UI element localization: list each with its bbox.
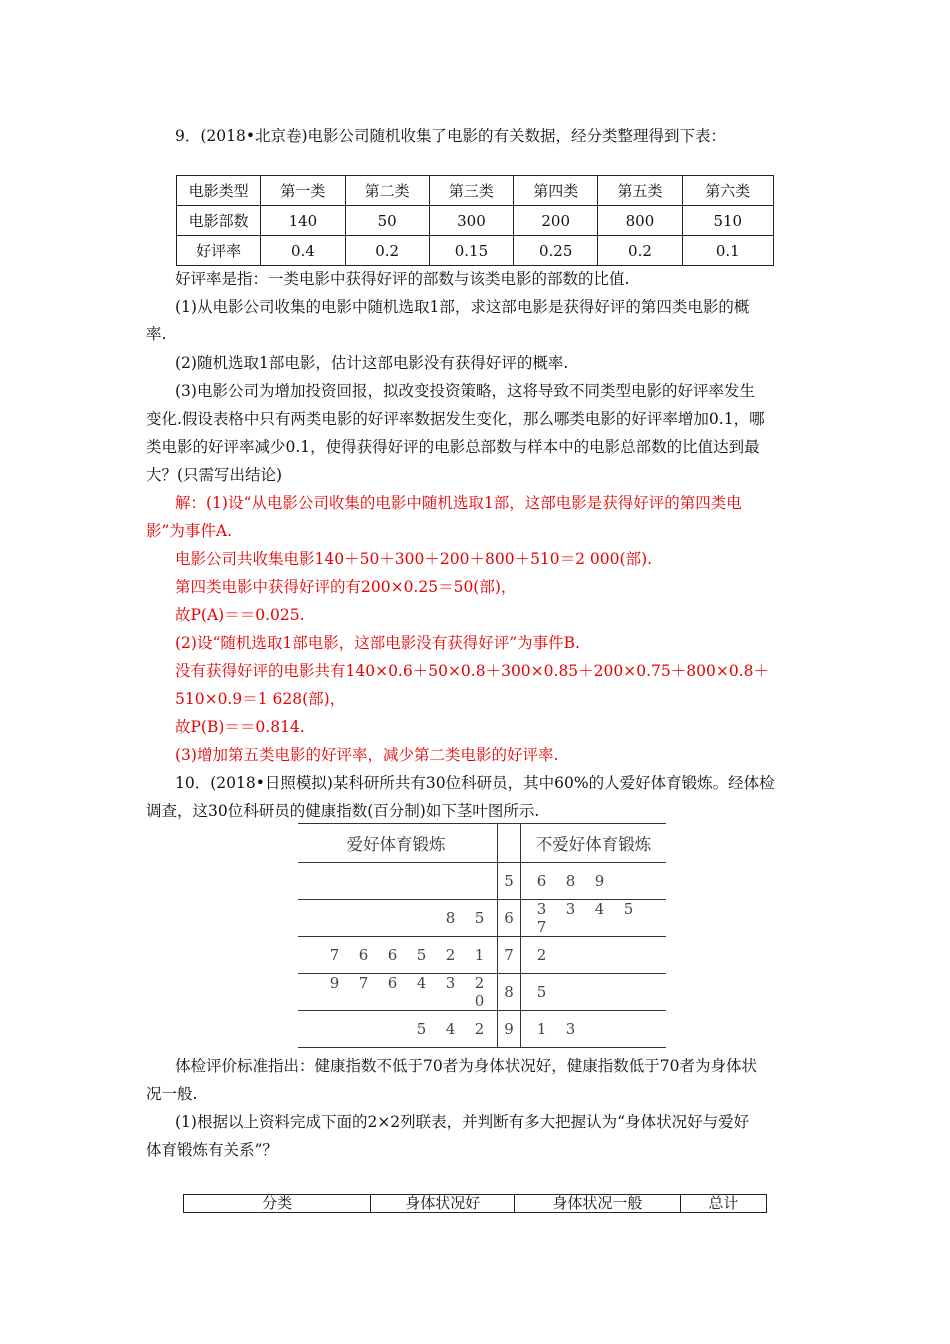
leaf-digit: 6: [536, 872, 547, 890]
q9-part1-line1: (1)从电影公司收集的电影中随机选取1部，求这部电影是获得好评的第四类电影的概: [175, 298, 750, 316]
q10-intro-line2: 调查，这30位科研员的健康指数(百分制)如下茎叶图所示.: [146, 802, 540, 820]
q9-solution-line10: (3)增加第五类电影的好评率，减少第二类电影的好评率.: [175, 746, 559, 764]
leaf-digit: 1: [474, 946, 485, 964]
movie-table-cell: 0.2: [598, 236, 682, 266]
q9-solution-line7: 没有获得好评的电影共有140×0.6＋50×0.8＋300×0.85＋200×0.75＋800×0.8＋: [175, 662, 769, 680]
q9-solution-line2: 影”为事件A.: [146, 522, 233, 540]
movie-table-cell: 第一类: [261, 176, 345, 206]
movie-table-cell: 第四类: [514, 176, 598, 206]
leaf-digit: 3: [565, 1020, 576, 1038]
q9-solution-line6: (2)设“随机选取1部电影，这部电影没有获得好评”为事件B.: [175, 634, 580, 652]
stem-leaf-plot: [298, 823, 666, 1048]
movie-table-row: [177, 236, 774, 266]
leaf-digit: 3: [445, 974, 456, 992]
q9-part3-line4: 大？(只需写出结论): [146, 466, 283, 484]
q9-solution-line9: 故P(B)＝＝0.814.: [175, 718, 305, 736]
left-leaves: [298, 1011, 498, 1048]
leaf-digit: 6: [358, 946, 369, 964]
q9-part2: (2)随机选取1部电影，估计这部电影没有获得好评的概率.: [175, 354, 569, 372]
movie-table-cell: 0.15: [429, 236, 513, 266]
movie-table-row-label: 好评率: [177, 236, 261, 266]
q9-solution-line3: 电影公司共收集电影140＋50＋300＋200＋800＋510＝2 000(部).: [175, 550, 653, 568]
right-leaves: [521, 974, 667, 1011]
leaf-digit: 6: [387, 946, 398, 964]
left-leaves: [298, 900, 498, 937]
contingency-header-cell: 身体状况一般: [515, 1195, 681, 1213]
leaf-digit: 9: [329, 974, 340, 992]
left-leaves: [298, 863, 498, 900]
q9-part3-line3: 类电影的好评率减少0.1，使得获得好评的电影总部数与样本中的电影总部数的比值达到最: [146, 438, 760, 456]
leaf-digit: 5: [474, 909, 485, 927]
right-leaves: [521, 1011, 667, 1048]
contingency-table: [183, 1194, 767, 1213]
stem-leaf-row: [298, 900, 666, 937]
q9-note: 好评率是指：一类电影中获得好评的部数与该类电影的部数的比值.: [175, 270, 630, 288]
q9-part1-line2: 率.: [146, 325, 167, 343]
q9-solution-line1: 解：(1)设“从电影公司收集的电影中随机选取1部，这部电影是获得好评的第四类电: [175, 494, 742, 512]
leaf-digit: 2: [474, 1020, 485, 1038]
movie-table-cell: 0.1: [682, 236, 773, 266]
leaf-digit: 2: [536, 946, 547, 964]
contingency-header-cell: 身体状况好: [371, 1195, 515, 1213]
q9-solution-line4: 第四类电影中获得好评的有200×0.25＝50(部)，: [175, 578, 517, 596]
right-leaves: [521, 900, 667, 937]
stem-right-header: 不爱好体育锻炼: [521, 824, 667, 863]
movie-table-cell: 第五类: [598, 176, 682, 206]
right-leaves: [521, 863, 667, 900]
left-leaves: [298, 974, 498, 1011]
leaf-digit: 2: [445, 946, 456, 964]
leaf-digit: 5: [536, 983, 547, 1001]
left-leaves: [298, 937, 498, 974]
leaf-digit: 5: [416, 946, 427, 964]
movie-table-row-label: 电影部数: [177, 206, 261, 236]
leaf-digit: 5: [416, 1020, 427, 1038]
leaf-digit: 1: [536, 1020, 547, 1038]
q10-part1-line2: 体育锻炼有关系”？: [146, 1141, 278, 1159]
q10-criteria-line2: 况一般.: [146, 1085, 198, 1103]
leaf-digit: 7: [358, 974, 369, 992]
movie-table-row: [177, 176, 774, 206]
right-leaves: [521, 937, 667, 974]
leaf-digit: 7: [536, 918, 547, 936]
movie-table-cell: 第三类: [429, 176, 513, 206]
movie-table-cell: 0.4: [261, 236, 345, 266]
movie-table-cell: 第六类: [682, 176, 773, 206]
leaf-digit: 6: [387, 974, 398, 992]
movie-table-cell: 800: [598, 206, 682, 236]
stem-digit: 8: [498, 974, 521, 1011]
leaf-digit: 0: [474, 992, 485, 1010]
movie-table-cell: 140: [261, 206, 345, 236]
leaf-digit: 7: [329, 946, 340, 964]
stem-leaf-row: [298, 974, 666, 1011]
stem-digit: 7: [498, 937, 521, 974]
contingency-header-cell: 分类: [184, 1195, 371, 1213]
contingency-header-cell: 总计: [680, 1195, 766, 1213]
q9-part3-line2: 变化.假设表格中只有两类电影的好评率数据发生变化，那么哪类电影的好评率增加0.1，哪: [146, 410, 765, 428]
leaf-digit: 4: [416, 974, 427, 992]
stem-left-header: 爱好体育锻炼: [298, 824, 498, 863]
q10-part1-line1: (1)根据以上资料完成下面的2×2列联表，并判断有多大把握认为“身体状况好与爱好: [175, 1113, 750, 1131]
stem-header-blank: [498, 824, 521, 863]
stem-digit: 9: [498, 1011, 521, 1048]
movie-table-row-label: 电影类型: [177, 176, 261, 206]
leaf-digit: 9: [594, 872, 605, 890]
leaf-digit: 5: [623, 900, 634, 918]
q9-intro: 9．(2018•北京卷)电影公司随机收集了电影的有关数据，经分类整理得到下表：: [175, 127, 727, 145]
contingency-header-row: [184, 1195, 767, 1213]
movie-table-cell: 510: [682, 206, 773, 236]
q10-intro-line1: 10．(2018•日照模拟)某科研所共有30位科研员，其中60%的人爱好体育锻炼。经体检: [175, 774, 775, 792]
q9-solution-line5: 故P(A)＝＝0.025.: [175, 606, 305, 624]
movie-table-cell: 0.25: [514, 236, 598, 266]
q10-criteria-line1: 体检评价标准指出：健康指数不低于70者为身体状况好，健康指数低于70者为身体状: [175, 1057, 757, 1075]
movie-table-cell: 0.2: [345, 236, 429, 266]
leaf-digit: 4: [445, 1020, 456, 1038]
movie-table-cell: 200: [514, 206, 598, 236]
movie-table-cell: 第二类: [345, 176, 429, 206]
stem-leaf-row: [298, 1011, 666, 1048]
leaf-digit: 4: [594, 900, 605, 918]
movie-table-cell: 50: [345, 206, 429, 236]
movie-table-row: [177, 206, 774, 236]
leaf-digit: 8: [445, 909, 456, 927]
q9-solution-line8: 510×0.9＝1 628(部)，: [175, 690, 346, 708]
leaf-digit: 8: [565, 872, 576, 890]
stem-digit: 6: [498, 900, 521, 937]
stem-leaf-row: [298, 863, 666, 900]
movie-table-cell: 300: [429, 206, 513, 236]
stem-leaf-row: [298, 937, 666, 974]
movie-data-table: [176, 175, 774, 266]
leaf-digit: 2: [474, 974, 485, 992]
stem-digit: 5: [498, 863, 521, 900]
leaf-digit: 3: [565, 900, 576, 918]
leaf-digit: 3: [536, 900, 547, 918]
q9-part3-line1: (3)电影公司为增加投资回报，拟改变投资策略，这将导致不同类型电影的好评率发生: [175, 382, 755, 400]
